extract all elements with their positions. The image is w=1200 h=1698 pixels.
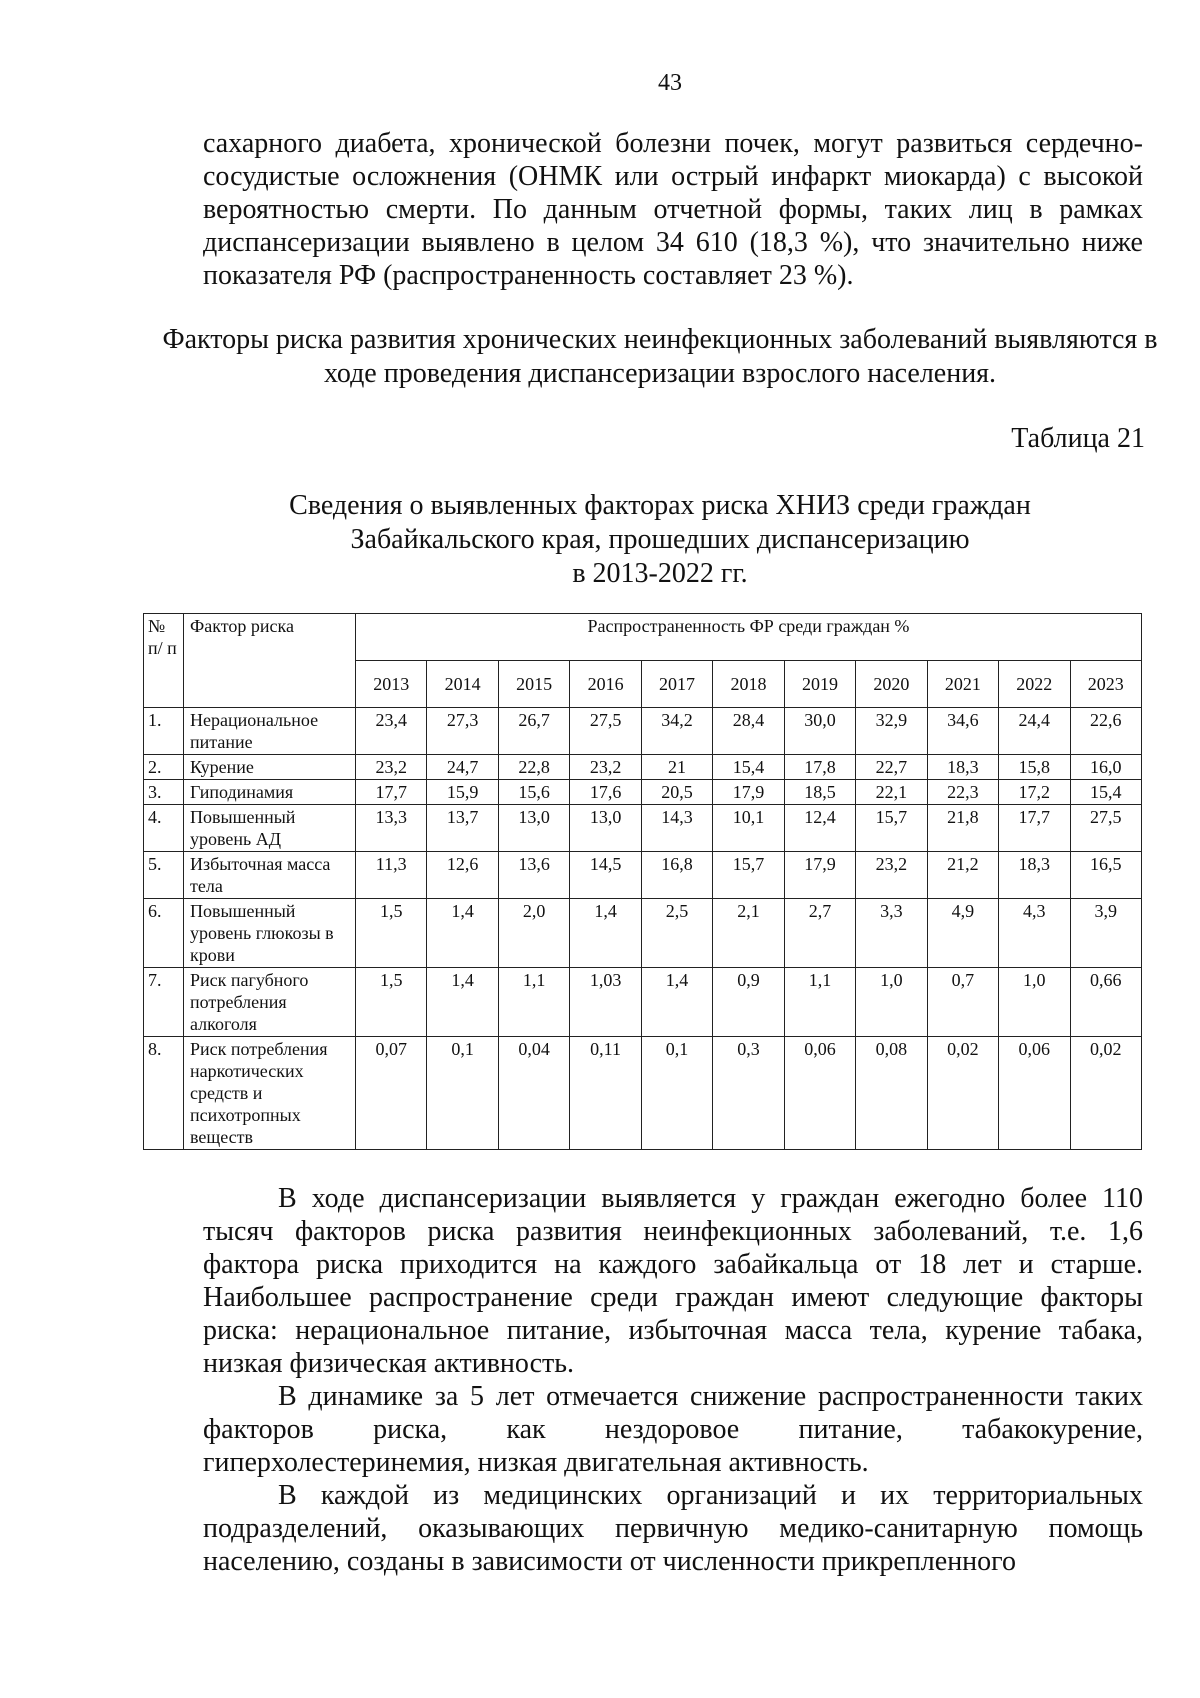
table-cell: 17,7	[356, 780, 427, 805]
table-row	[144, 780, 1142, 805]
table-cell: 15,7	[713, 852, 784, 899]
table-cell: 21,2	[927, 852, 998, 899]
row-number: 4.	[144, 805, 184, 852]
table-cell: 1,4	[427, 968, 498, 1037]
table-cell: 28,4	[713, 708, 784, 755]
table-cell: 17,6	[570, 780, 641, 805]
table-cell: 2,1	[713, 899, 784, 968]
table-cell: 23,4	[356, 708, 427, 755]
table-cell: 0,1	[427, 1037, 498, 1150]
table-cell: 14,5	[570, 852, 641, 899]
table-cell: 16,8	[641, 852, 712, 899]
table-cell: 27,5	[570, 708, 641, 755]
row-factor: Риск пагубного потребления алкоголя	[184, 968, 356, 1037]
table-cell: 0,08	[856, 1037, 927, 1150]
row-number: 8.	[144, 1037, 184, 1150]
table-cell: 1,1	[498, 968, 569, 1037]
table-cell: 34,2	[641, 708, 712, 755]
closing-paragraph-1: В ходе диспансеризации выявляется у граждан ежегодно более 110 тысяч факторов риска развития неинфекционных заболеваний, т.е. 1,6 фактора риска приходится на каждого забайкальца от 18 лет и старше. Наибольшее распространение среди граждан имеют следующие факторы риска: нерациональное питание, избыточная масса тела, курение табака, низкая физическая активность.	[203, 1183, 1143, 1379]
table-cell: 23,2	[856, 852, 927, 899]
table-cell: 13,0	[570, 805, 641, 852]
column-header-year: 2019	[784, 661, 855, 708]
table-cell: 18,3	[927, 755, 998, 780]
table-row	[144, 852, 1142, 899]
column-header-year: 2018	[713, 661, 784, 708]
table-cell: 15,6	[498, 780, 569, 805]
table-cell: 4,9	[927, 899, 998, 968]
table-cell: 0,9	[713, 968, 784, 1037]
table-cell: 22,8	[498, 755, 569, 780]
table-cell: 32,9	[856, 708, 927, 755]
table-row	[144, 968, 1142, 1037]
table-cell: 22,6	[1070, 708, 1141, 755]
closing-paragraph-2: В динамике за 5 лет отмечается снижение распространенности таких факторов риска, как нездоровое питание, табакокурение, гиперхолестеринемия, низкая двигательная активность.	[203, 1381, 1143, 1478]
row-factor: Гиподинамия	[184, 780, 356, 805]
row-number: 5.	[144, 852, 184, 899]
table-row	[144, 805, 1142, 852]
table-cell: 15,4	[713, 755, 784, 780]
table-cell: 27,5	[1070, 805, 1141, 852]
column-header-year: 2022	[999, 661, 1070, 708]
table-cell: 17,7	[999, 805, 1070, 852]
table-cell: 10,1	[713, 805, 784, 852]
row-factor: Избыточная масса тела	[184, 852, 356, 899]
column-header-number: № п/ п	[144, 614, 184, 708]
table-cell: 0,11	[570, 1037, 641, 1150]
table-row	[144, 1037, 1142, 1150]
table-cell: 1,0	[999, 968, 1070, 1037]
table-cell: 1,0	[856, 968, 927, 1037]
table-cell: 30,0	[784, 708, 855, 755]
table-cell: 15,9	[427, 780, 498, 805]
row-factor: Риск потребления наркотических средств и психотропных веществ	[184, 1037, 356, 1150]
table-cell: 21,8	[927, 805, 998, 852]
table-row	[144, 708, 1142, 755]
column-header-year: 2016	[570, 661, 641, 708]
row-number: 2.	[144, 755, 184, 780]
table-cell: 16,0	[1070, 755, 1141, 780]
table-caption	[200, 489, 1120, 591]
table-cell: 17,8	[784, 755, 855, 780]
table-cell: 1,4	[641, 968, 712, 1037]
table-cell: 26,7	[498, 708, 569, 755]
closing-paragraph-3: В каждой из медицинских организаций и их территориальных подразделений, оказывающих первичную медико-санитарную помощь населению, созданы в зависимости от численности прикрепленного	[203, 1480, 1143, 1577]
table-cell: 1,4	[570, 899, 641, 968]
section-heading: Факторы риска развития хронических неинфекционных заболеваний выявляются в ходе проведения диспансеризации взрослого населения.	[162, 324, 1158, 389]
table-cell: 0,7	[927, 968, 998, 1037]
table-cell: 13,0	[498, 805, 569, 852]
table-cell: 20,5	[641, 780, 712, 805]
risk-factors-table	[143, 613, 1142, 1150]
table-cell: 4,3	[999, 899, 1070, 968]
table-cell: 23,2	[570, 755, 641, 780]
table-cell: 24,7	[427, 755, 498, 780]
row-number: 3.	[144, 780, 184, 805]
table-cell: 0,66	[1070, 968, 1141, 1037]
table-cell: 0,04	[498, 1037, 569, 1150]
table-cell: 17,9	[784, 852, 855, 899]
table-cell: 2,0	[498, 899, 569, 968]
row-number: 1.	[144, 708, 184, 755]
table-caption-line-2: Забайкальского края, прошедших диспансеризацию	[350, 524, 970, 555]
table-cell: 15,4	[1070, 780, 1141, 805]
page-number: 43	[658, 70, 682, 96]
table-cell: 1,1	[784, 968, 855, 1037]
table-header-row	[144, 614, 1142, 661]
row-factor: Повышенный уровень АД	[184, 805, 356, 852]
table-cell: 21	[641, 755, 712, 780]
table-cell: 27,3	[427, 708, 498, 755]
table-cell: 1,5	[356, 968, 427, 1037]
table-cell: 13,7	[427, 805, 498, 852]
table-row	[144, 899, 1142, 968]
row-number: 6.	[144, 899, 184, 968]
table-cell: 22,3	[927, 780, 998, 805]
table-cell: 0,07	[356, 1037, 427, 1150]
table-cell: 15,7	[856, 805, 927, 852]
column-header-year: 2023	[1070, 661, 1141, 708]
table-cell: 34,6	[927, 708, 998, 755]
table-cell: 18,5	[784, 780, 855, 805]
table-cell: 16,5	[1070, 852, 1141, 899]
table-cell: 12,6	[427, 852, 498, 899]
table-cell: 17,2	[999, 780, 1070, 805]
row-factor: Нерациональное питание	[184, 708, 356, 755]
table-cell: 1,5	[356, 899, 427, 968]
table-cell: 22,1	[856, 780, 927, 805]
table-cell: 0,06	[999, 1037, 1070, 1150]
table-row	[144, 755, 1142, 780]
table-cell: 2,7	[784, 899, 855, 968]
table-cell: 0,06	[784, 1037, 855, 1150]
table-cell: 18,3	[999, 852, 1070, 899]
table-caption-line-3: в 2013-2022 гг.	[572, 558, 748, 589]
table-cell: 0,02	[927, 1037, 998, 1150]
table-cell: 11,3	[356, 852, 427, 899]
column-header-year: 2013	[356, 661, 427, 708]
table-cell: 0,3	[713, 1037, 784, 1150]
column-header-factor: Фактор риска	[184, 614, 356, 708]
table-cell: 13,3	[356, 805, 427, 852]
column-header-year: 2020	[856, 661, 927, 708]
column-header-year: 2015	[498, 661, 569, 708]
column-header-year: 2017	[641, 661, 712, 708]
table-cell: 0,02	[1070, 1037, 1141, 1150]
row-factor: Курение	[184, 755, 356, 780]
table-cell: 3,9	[1070, 899, 1141, 968]
row-factor: Повышенный уровень глюкозы в крови	[184, 899, 356, 968]
table-cell: 0,1	[641, 1037, 712, 1150]
table-cell: 3,3	[856, 899, 927, 968]
intro-paragraph: сахарного диабета, хронической болезни почек, могут развиться сердечно-сосудистые осложнения (ОНМК или острый инфаркт миокарда) с высокой вероятностью смерти. По данным отчетной формы, таких лиц в рамках диспансеризации выявлено в целом 34 610 (18,3 %), что значительно ниже показателя РФ (распространенность составляет 23 %).	[203, 128, 1143, 291]
table-body	[144, 708, 1142, 1150]
table-cell: 13,6	[498, 852, 569, 899]
closing-text	[203, 1182, 1143, 1578]
table-cell: 12,4	[784, 805, 855, 852]
table-caption-line-1: Сведения о выявленных факторах риска ХНИЗ среди граждан	[289, 490, 1031, 521]
row-number: 7.	[144, 968, 184, 1037]
column-header-year: 2021	[927, 661, 998, 708]
table-label: Таблица 21	[1011, 423, 1145, 454]
table-cell: 1,4	[427, 899, 498, 968]
table-cell: 17,9	[713, 780, 784, 805]
table-cell: 22,7	[856, 755, 927, 780]
table-cell: 24,4	[999, 708, 1070, 755]
column-header-prevalence: Распространенность ФР среди граждан %	[356, 614, 1142, 661]
table-cell: 2,5	[641, 899, 712, 968]
table-cell: 1,03	[570, 968, 641, 1037]
column-header-year: 2014	[427, 661, 498, 708]
table-cell: 23,2	[356, 755, 427, 780]
table-cell: 15,8	[999, 755, 1070, 780]
table-cell: 14,3	[641, 805, 712, 852]
